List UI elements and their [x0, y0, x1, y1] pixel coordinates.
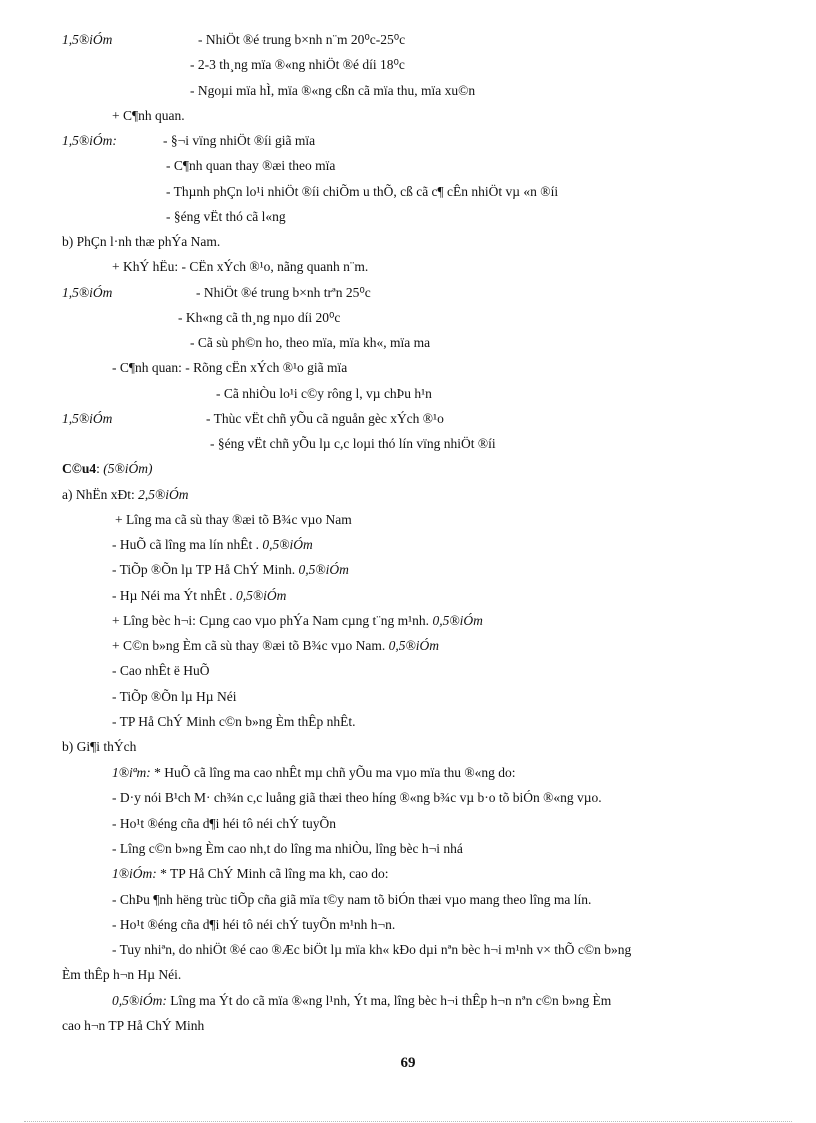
doc-line	[196, 284, 371, 302]
line-text: - Cã nhiÒu lo¹i c©y rông l, vµ chÞu h¹n	[216, 386, 432, 401]
line-text: * TP Hå ChÝ Minh cã lîng ma kh, cao do:	[156, 866, 389, 881]
line-text: b) PhÇn l·nh thæ phÝa Nam.	[62, 234, 221, 249]
line-text: - C¶nh quan: - Rõng cËn xÝch ®¹o giã mïa	[112, 360, 348, 375]
doc-line	[166, 183, 558, 201]
line-text: - D·y nói B¹ch M· ch¾n c,c luång giã thæi theo híng ®«ng b¾c vµ b·o tõ biÓn ®«ng vµo.	[112, 790, 602, 805]
line-text: Lîng ma Ýt do cã mïa ®«ng l¹nh, Ýt ma, lîng bèc h¬i thÊp h¬n nªn c©n b»ng Èm	[166, 993, 612, 1008]
doc-line	[62, 132, 117, 150]
line-text: a) NhËn xÐt:	[62, 487, 139, 502]
score-label: 1®iªm:	[112, 765, 151, 780]
doc-line	[112, 587, 286, 605]
score-label: 1,5®iÓm	[62, 285, 113, 300]
score-label: 1,5®iÓm	[62, 411, 113, 426]
doc-line	[166, 157, 335, 175]
doc-line	[163, 132, 315, 150]
score-label: 0,5®iÓm	[262, 537, 313, 552]
line-text: - Hµ Néi ma Ýt nhÊt .	[112, 588, 237, 603]
doc-line	[62, 966, 181, 984]
line-text: - §éng vËt thó cã l«ng	[166, 209, 286, 224]
doc-line	[112, 992, 611, 1010]
line-text: + Lîng ma cã sù thay ®æi tõ B¾c vµo Nam	[115, 512, 352, 527]
line-text: + C©n b»ng Èm cã sù thay ®æi tõ B¾c vµo Nam.	[112, 638, 389, 653]
doc-line	[112, 107, 185, 125]
line-text: - §¬i vïng nhiÖt ®íi giã mïa	[163, 133, 316, 148]
doc-line	[190, 56, 405, 74]
line-text: - C¶nh quan thay ®æi theo mïa	[166, 158, 336, 173]
doc-line	[112, 536, 313, 554]
line-text: - Kh«ng cã th¸ng nµo díi 20⁰c	[178, 310, 341, 325]
score-label: (5®iÓm)	[103, 461, 153, 476]
page-number: 69	[400, 1055, 416, 1071]
doc-line	[112, 688, 236, 706]
line-text: - TP Hå ChÝ Minh c©n b»ng Èm thÊp nhÊt.	[112, 714, 356, 729]
doc-line	[112, 916, 395, 934]
score-label: 0,5®iÓm	[298, 562, 349, 577]
score-label: 1,5®iÓm	[62, 32, 113, 47]
doc-line	[166, 208, 286, 226]
line-text: b) Gi¶i thÝch	[62, 739, 137, 754]
doc-line	[112, 891, 591, 909]
doc-line	[62, 1017, 204, 1035]
doc-line	[210, 435, 496, 453]
score-label: 0,5®iÓm	[432, 613, 483, 628]
doc-line	[62, 738, 136, 756]
line-text: - Tuy nhiªn, do nhiÖt ®é cao ®Æc biÖt lµ mïa kh« kÐo dµi nªn bèc h¬i m¹nh v× thÕ c©n b»ng	[112, 942, 632, 957]
line-text: - ChÞu ¶nh hëng trùc tiÕp cña giã mïa t©y nam tõ biÓn thæi vµo mang theo lîng ma lín.	[112, 892, 592, 907]
score-label: 0,5®iÓm	[236, 588, 287, 603]
line-text: - Thµnh phÇn lo¹i nhiÖt ®íi chiÕm u thÕ, cß cã c¶ cÊn nhiÖt vµ «n ®íi	[166, 184, 559, 199]
score-label: 2,5®iÓm	[138, 487, 189, 502]
line-text: Èm thÊp h¬n Hµ Néi.	[62, 967, 182, 982]
doc-line	[112, 941, 631, 959]
doc-line	[178, 309, 340, 327]
line-text: - NhiÖt ®é trung b×nh n¨m 20⁰c-25⁰c	[198, 32, 406, 47]
doc-line	[206, 410, 444, 428]
doc-line	[62, 233, 220, 251]
line-text: - TiÕp ®Õn lµ Hµ Néi	[112, 689, 237, 704]
score-label: 0,5®iÓm:	[112, 993, 167, 1008]
doc-line	[112, 713, 356, 731]
doc-line	[198, 31, 405, 49]
line-text: - Ho¹t ®éng cña d¶i héi tô néi chÝ tuyÕn	[112, 816, 336, 831]
doc-line	[112, 840, 463, 858]
line-text: - Ho¹t ®éng cña d¶i héi tô néi chÝ tuyÕn m¹nh h¬n.	[112, 917, 396, 932]
score-label: 1,5®iÓm:	[62, 133, 117, 148]
line-text: - TiÕp ®Õn lµ TP Hå ChÝ Minh.	[112, 562, 299, 577]
line-text: - Lîng c©n b»ng Èm cao nh,t do lîng ma nhiÒu, lîng bèc h¬i nhá	[112, 841, 463, 856]
doc-line	[112, 662, 209, 680]
line-text: - 2-3 th¸ng mïa ®«ng nhiÖt ®é díi 18⁰c	[190, 57, 405, 72]
line-text: + C¶nh quan.	[112, 108, 185, 123]
doc-line	[62, 486, 189, 504]
question-label: C©u4	[62, 461, 97, 476]
line-text: + KhÝ hËu: - CËn xÝch ®¹o, nãng quanh n¨m.	[112, 259, 369, 274]
score-label: 0,5®iÓm	[388, 638, 440, 653]
question-heading	[62, 460, 152, 478]
doc-line	[112, 258, 368, 276]
line-text: - NhiÖt ®é trung b×nh trªn 25⁰c	[196, 285, 371, 300]
doc-line	[112, 865, 389, 883]
doc-line	[62, 284, 112, 302]
line-text: :	[96, 461, 104, 476]
line-text: - Thùc vËt chñ yÕu cã nguån gèc xÝch ®¹o	[206, 411, 444, 426]
doc-line	[112, 561, 349, 579]
doc-line	[62, 410, 112, 428]
line-text: - HuÕ cã lîng ma lín nhÊt .	[112, 537, 263, 552]
footer-divider	[24, 1121, 792, 1122]
doc-line	[112, 359, 347, 377]
score-label: 1®iÓm:	[112, 866, 157, 881]
line-text: - §éng vËt chñ yÕu lµ c,c loµi thó lín vïng nhiÖt ®íi	[210, 436, 496, 451]
doc-line	[112, 637, 439, 655]
line-text: + Lîng bèc h¬i: Cµng cao vµo phÝa Nam cµng t¨ng m¹nh.	[112, 613, 433, 628]
doc-line	[112, 815, 336, 833]
line-text: - Cao nhÊt ë HuÕ	[112, 663, 210, 678]
doc-line	[112, 789, 602, 807]
line-text: * HuÕ cã lîng ma cao nhÊt mµ chñ yÕu ma vµo mïa thu ®«ng do:	[150, 765, 516, 780]
line-text: cao h¬n TP Hå ChÝ Minh	[62, 1018, 205, 1033]
line-text: - Cã sù ph©n ho, theo mïa, mïa kh«, mïa ma	[190, 335, 431, 350]
doc-line	[115, 511, 352, 529]
doc-line	[62, 31, 112, 49]
doc-line	[190, 334, 430, 352]
doc-line	[112, 612, 483, 630]
doc-line	[112, 764, 516, 782]
doc-line	[190, 82, 475, 100]
line-text: - Ngoµi mïa hÌ, mïa ®«ng cßn cã mïa thu, mïa xu©n	[190, 83, 476, 98]
doc-line	[216, 385, 432, 403]
